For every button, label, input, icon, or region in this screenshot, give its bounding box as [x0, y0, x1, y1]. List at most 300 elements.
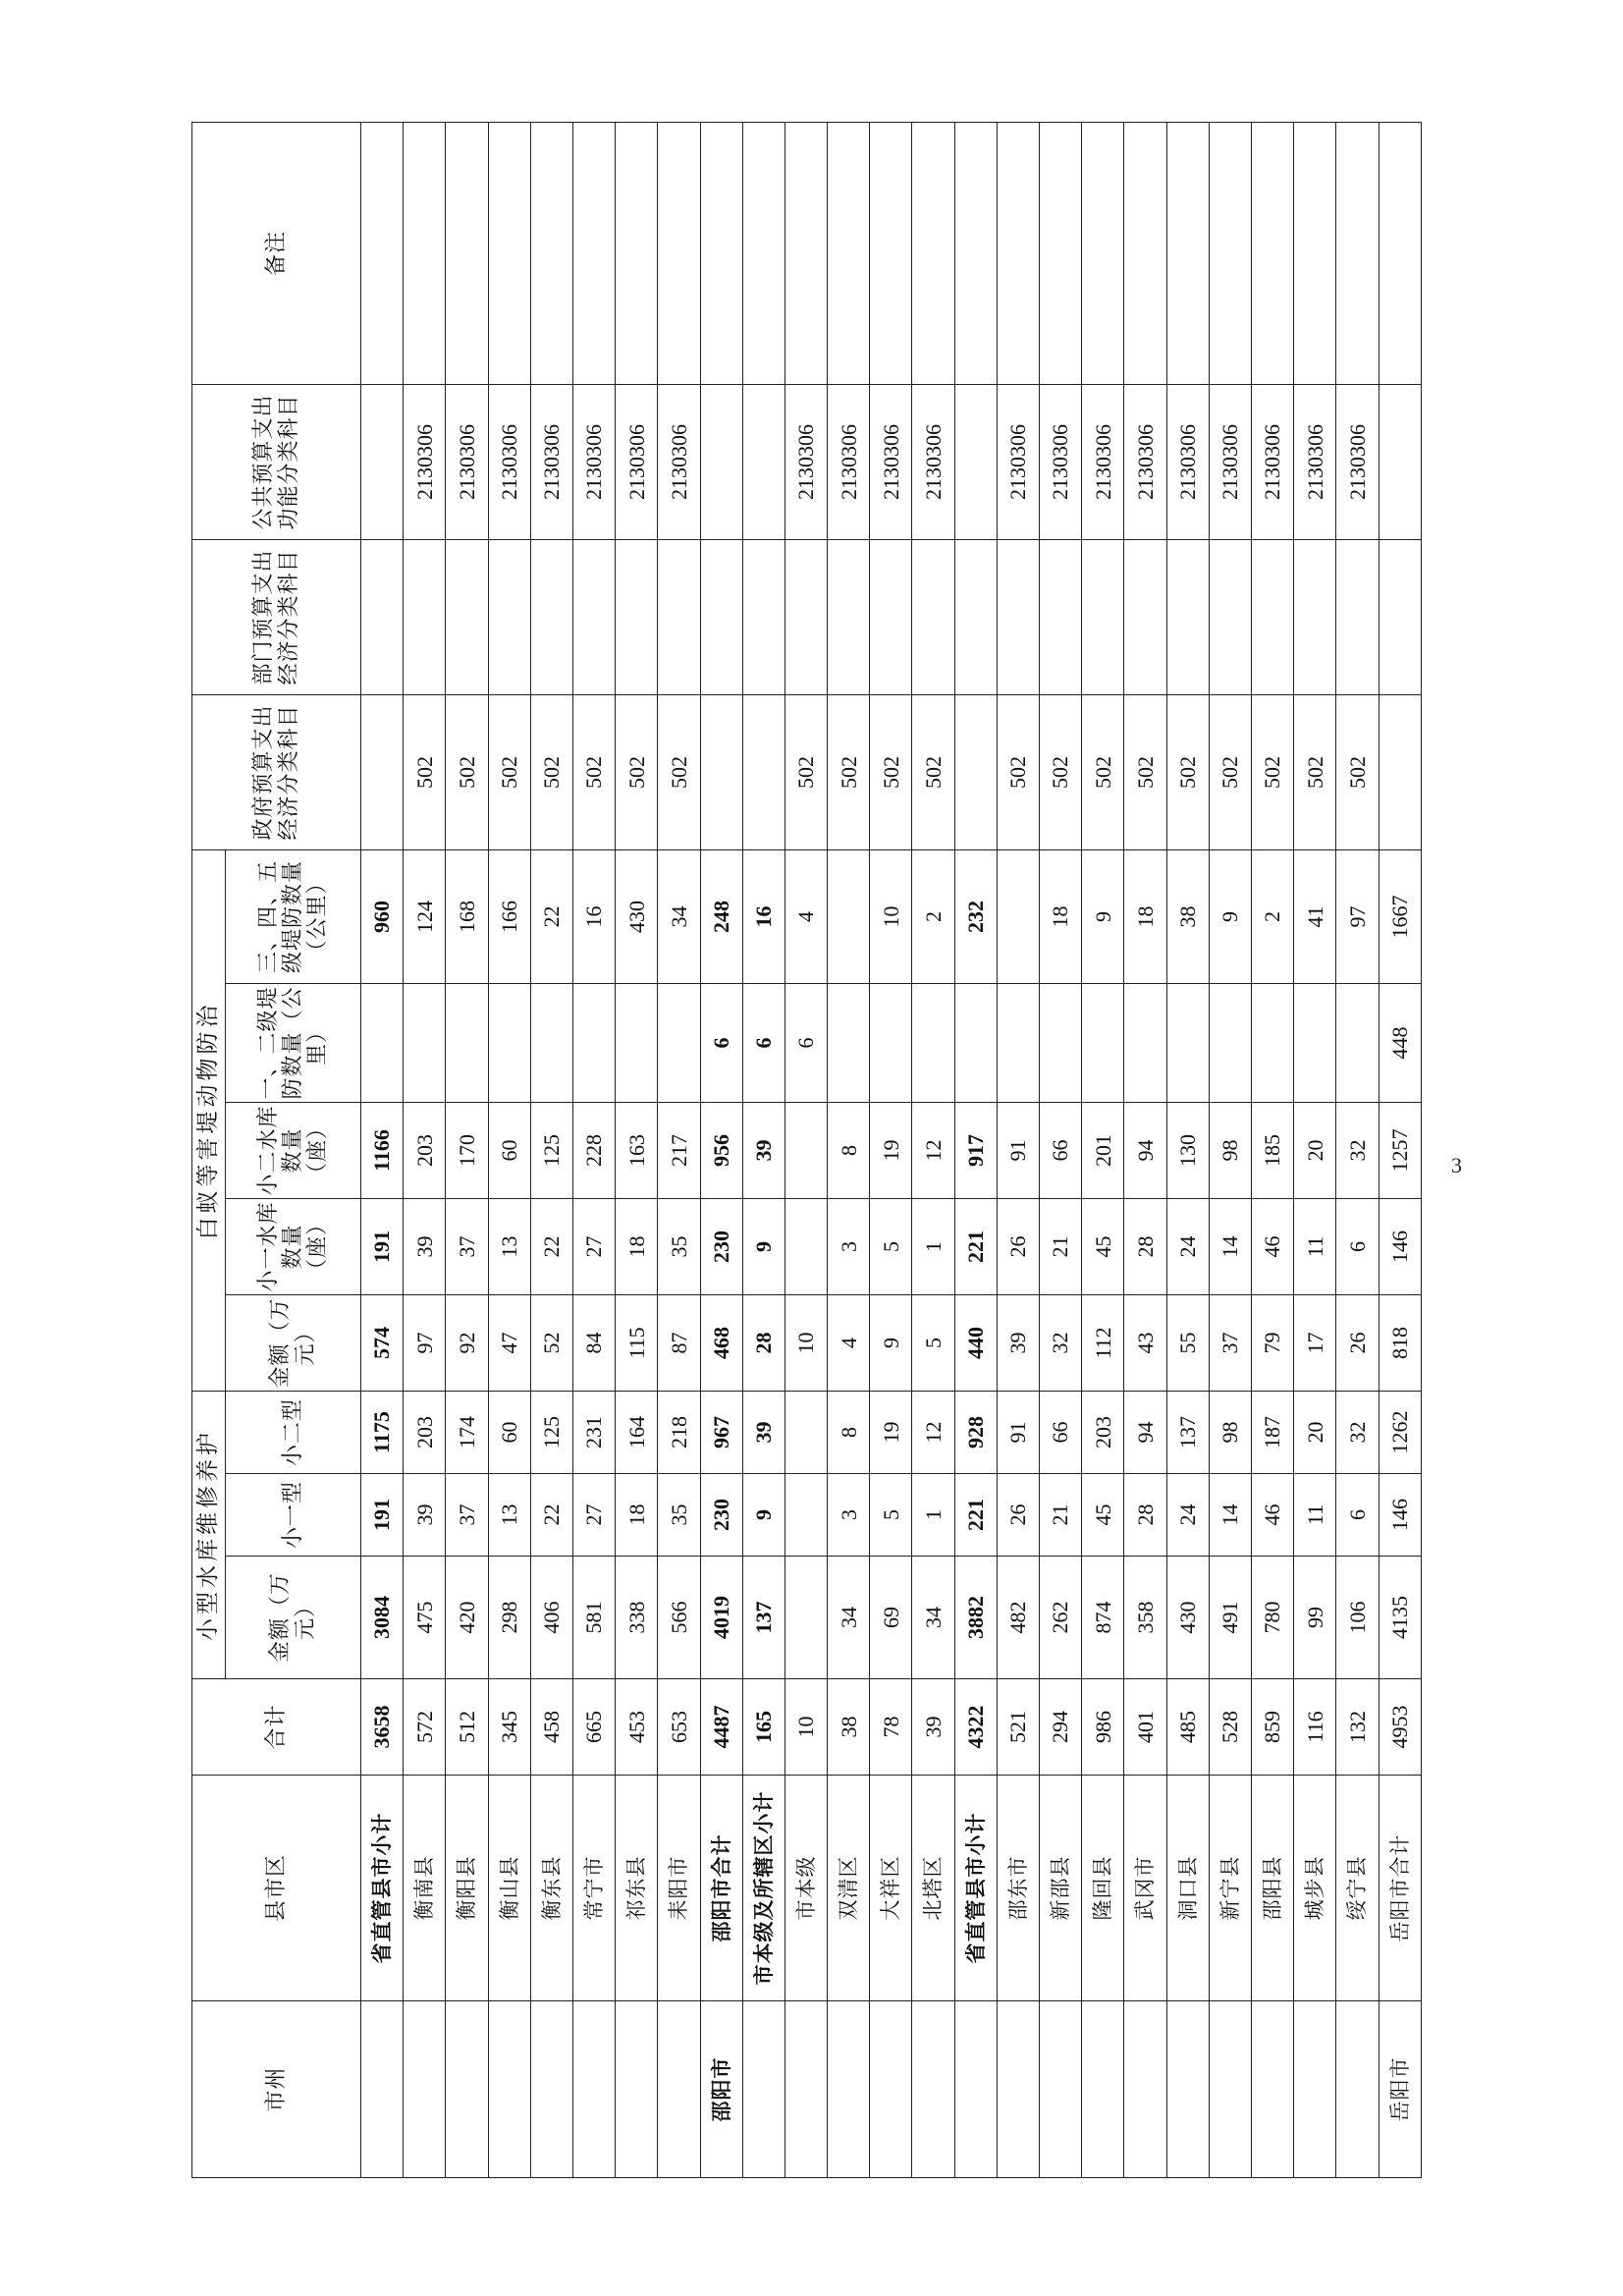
cell-g2-d345: 18: [1040, 849, 1082, 983]
cell-g2-amount: 92: [446, 1294, 488, 1391]
cell-gov: 502: [828, 694, 870, 849]
cell-g1-s2: 39: [742, 1391, 784, 1473]
cell-city: [742, 2001, 784, 2178]
cell-g2-d12: [488, 983, 530, 1102]
cell-func: 2130306: [784, 384, 827, 539]
cell-g2-amount: 87: [658, 1294, 700, 1391]
cell-g1-s1: 26: [997, 1474, 1039, 1557]
cell-remark: [742, 122, 784, 384]
cell-g2-r1: 13: [488, 1198, 530, 1294]
cell-g2-r1: 9: [742, 1198, 784, 1294]
cell-g2-r2: 130: [1166, 1102, 1209, 1198]
table-row: [572, 122, 615, 2177]
cell-g2-r2: 12: [912, 1102, 954, 1198]
cell-g2-d345: [997, 849, 1039, 983]
cell-gov: [1379, 694, 1421, 849]
cell-g2-d345: 960: [361, 849, 404, 983]
cell-g2-r2: 19: [870, 1102, 912, 1198]
cell-county: 洞口县: [1166, 1776, 1209, 2001]
table-row: [616, 122, 658, 2177]
cell-g2-r2: 91: [997, 1102, 1039, 1198]
cell-remark: [1294, 122, 1336, 384]
cell-county: 绥宁县: [1336, 1776, 1379, 2001]
cell-gov: 502: [572, 694, 615, 849]
cell-city: [828, 2001, 870, 2178]
cell-g2-d345: [828, 849, 870, 983]
cell-g1-s1: 1: [912, 1474, 954, 1557]
cell-g1-s2: [784, 1391, 827, 1473]
header-g1-small1: 小一型: [226, 1474, 361, 1557]
cell-g2-amount: 84: [572, 1294, 615, 1391]
cell-g2-r2: 39: [742, 1102, 784, 1198]
cell-g2-d345: 16: [572, 849, 615, 983]
cell-county: 衡山县: [488, 1776, 530, 2001]
cell-g1-amount: 406: [530, 1557, 572, 1679]
cell-g2-amount: 28: [742, 1294, 784, 1391]
cell-g1-amount: 491: [1209, 1557, 1251, 1679]
cell-gov: 502: [997, 694, 1039, 849]
cell-dept: [658, 539, 700, 694]
cell-remark: [530, 122, 572, 384]
cell-g2-r2: 32: [1336, 1102, 1379, 1198]
cell-g2-r1: 1: [912, 1198, 954, 1294]
cell-total: 485: [1166, 1679, 1209, 1776]
cell-county: 武冈市: [1124, 1776, 1166, 2001]
cell-total: 4953: [1379, 1679, 1421, 1776]
cell-g2-d345: 1667: [1379, 849, 1421, 983]
cell-g2-d345: 34: [658, 849, 700, 983]
cell-g2-r2: 170: [446, 1102, 488, 1198]
cell-gov: [954, 694, 997, 849]
cell-g2-d345: 232: [954, 849, 997, 983]
cell-total: 78: [870, 1679, 912, 1776]
table-row: [1251, 122, 1293, 2177]
cell-county: 祁东县: [616, 1776, 658, 2001]
cell-g2-d345: 9: [1209, 849, 1251, 983]
cell-remark: [954, 122, 997, 384]
cell-total: 132: [1336, 1679, 1379, 1776]
cell-g2-d12: [1251, 983, 1293, 1102]
cell-total: 653: [658, 1679, 700, 1776]
cell-func: 2130306: [1251, 384, 1293, 539]
cell-func: [1379, 384, 1421, 539]
table-row: [700, 122, 742, 2177]
cell-g1-s2: 125: [530, 1391, 572, 1473]
cell-g1-s1: 5: [870, 1474, 912, 1557]
cell-g2-d12: [870, 983, 912, 1102]
cell-g2-amount: 468: [700, 1294, 742, 1391]
cell-total: 294: [1040, 1679, 1082, 1776]
cell-g2-amount: 26: [1336, 1294, 1379, 1391]
cell-g2-d345: 38: [1166, 849, 1209, 983]
cell-g1-s2: 137: [1166, 1391, 1209, 1473]
cell-county: 邵阳市合计: [700, 1776, 742, 2001]
cell-gov: 502: [1209, 694, 1251, 849]
cell-total: 572: [404, 1679, 446, 1776]
cell-g2-d12: [530, 983, 572, 1102]
cell-dept: [616, 539, 658, 694]
cell-g2-d12: 6: [784, 983, 827, 1102]
cell-g1-s1: 18: [616, 1474, 658, 1557]
cell-g1-amount: 4019: [700, 1557, 742, 1679]
cell-dept: [742, 539, 784, 694]
cell-city: [997, 2001, 1039, 2178]
cell-g1-s2: 60: [488, 1391, 530, 1473]
cell-g2-r2: 203: [404, 1102, 446, 1198]
cell-g1-s1: 146: [1379, 1474, 1421, 1557]
cell-g2-d12: [954, 983, 997, 1102]
cell-g2-amount: 52: [530, 1294, 572, 1391]
cell-g1-s1: 13: [488, 1474, 530, 1557]
cell-g1-amount: 106: [1336, 1557, 1379, 1679]
cell-g2-r1: 14: [1209, 1198, 1251, 1294]
cell-g1-amount: 482: [997, 1557, 1039, 1679]
cell-dept: [1166, 539, 1209, 694]
cell-func: 2130306: [616, 384, 658, 539]
cell-g2-d12: [1209, 983, 1251, 1102]
cell-total: 116: [1294, 1679, 1336, 1776]
table-row: [1082, 122, 1124, 2177]
cell-total: 3658: [361, 1679, 404, 1776]
cell-remark: [404, 122, 446, 384]
cell-gov: 502: [1040, 694, 1082, 849]
cell-g2-amount: 17: [1294, 1294, 1336, 1391]
cell-g2-amount: 112: [1082, 1294, 1124, 1391]
cell-total: 38: [828, 1679, 870, 1776]
cell-g1-s1: 21: [1040, 1474, 1082, 1557]
cell-city: [530, 2001, 572, 2178]
cell-g2-amount: 97: [404, 1294, 446, 1391]
cell-g2-r1: 46: [1251, 1198, 1293, 1294]
table-row: [784, 122, 827, 2177]
cell-g1-s1: 45: [1082, 1474, 1124, 1557]
header-dept-econ-class: 部门预算支出经济分类科目: [192, 539, 361, 694]
header-g2-amount: 金额（万元）: [226, 1294, 361, 1391]
header-g2-dike12: 一、二级堤防数量（公里）: [226, 983, 361, 1102]
table-row: [954, 122, 997, 2177]
cell-gov: 502: [530, 694, 572, 849]
cell-remark: [1251, 122, 1293, 384]
cell-city: [446, 2001, 488, 2178]
cell-gov: 502: [488, 694, 530, 849]
cell-g2-d12: [361, 983, 404, 1102]
cell-g1-amount: 34: [912, 1557, 954, 1679]
cell-gov: [361, 694, 404, 849]
cell-g1-amount: 69: [870, 1557, 912, 1679]
cell-g1-amount: 358: [1124, 1557, 1166, 1679]
cell-dept: [446, 539, 488, 694]
cell-g2-r2: 8: [828, 1102, 870, 1198]
cell-g2-d12: [1040, 983, 1082, 1102]
cell-g2-amount: 47: [488, 1294, 530, 1391]
cell-g1-s1: 11: [1294, 1474, 1336, 1557]
table-row: [446, 122, 488, 2177]
cell-g2-r2: 228: [572, 1102, 615, 1198]
cell-dept: [784, 539, 827, 694]
header-reservoir-maintenance: 小型水库维修养护: [192, 1391, 226, 1678]
cell-remark: [1124, 122, 1166, 384]
cell-g1-s2: 1262: [1379, 1391, 1421, 1473]
cell-g2-r1: 24: [1166, 1198, 1209, 1294]
cell-g2-d12: [1082, 983, 1124, 1102]
cell-dept: [1379, 539, 1421, 694]
cell-dept: [530, 539, 572, 694]
cell-total: 345: [488, 1679, 530, 1776]
cell-g1-amount: 298: [488, 1557, 530, 1679]
cell-city: [361, 2001, 404, 2178]
cell-gov: 502: [784, 694, 827, 849]
cell-g2-amount: 4: [828, 1294, 870, 1391]
cell-gov: 502: [616, 694, 658, 849]
cell-g2-d12: [572, 983, 615, 1102]
cell-g2-r2: 125: [530, 1102, 572, 1198]
cell-func: 2130306: [1336, 384, 1379, 539]
cell-func: 2130306: [488, 384, 530, 539]
cell-county: 双清区: [828, 1776, 870, 2001]
cell-g2-amount: 9: [870, 1294, 912, 1391]
cell-remark: [572, 122, 615, 384]
cell-g2-r1: 22: [530, 1198, 572, 1294]
cell-g2-r1: 6: [1336, 1198, 1379, 1294]
cell-g1-s2: 19: [870, 1391, 912, 1473]
table-row: [1166, 122, 1209, 2177]
table-row: [658, 122, 700, 2177]
cell-city: 岳阳市: [1379, 2001, 1421, 2178]
cell-dept: [997, 539, 1039, 694]
cell-func: [361, 384, 404, 539]
cell-county: 岳阳市合计: [1379, 1776, 1421, 2001]
table-row: [1040, 122, 1082, 2177]
cell-g1-s2: 1175: [361, 1391, 404, 1473]
cell-g1-s2: 94: [1124, 1391, 1166, 1473]
cell-g2-r1: 191: [361, 1198, 404, 1294]
cell-dept: [912, 539, 954, 694]
cell-county: 常宁市: [572, 1776, 615, 2001]
cell-dept: [1336, 539, 1379, 694]
cell-g1-amount: 99: [1294, 1557, 1336, 1679]
cell-dept: [1294, 539, 1336, 694]
cell-g2-d12: [1294, 983, 1336, 1102]
cell-city: [404, 2001, 446, 2178]
cell-dept: [870, 539, 912, 694]
cell-g2-d12: [1166, 983, 1209, 1102]
cell-g1-amount: 566: [658, 1557, 700, 1679]
table-row: [1336, 122, 1379, 2177]
table-row: [404, 122, 446, 2177]
cell-city: [954, 2001, 997, 2178]
cell-g1-amount: 3084: [361, 1557, 404, 1679]
table-row: [361, 122, 404, 2177]
cell-gov: [742, 694, 784, 849]
cell-g2-r1: 221: [954, 1198, 997, 1294]
cell-dept: [700, 539, 742, 694]
cell-g2-r1: 146: [1379, 1198, 1421, 1294]
cell-g2-r1: 26: [997, 1198, 1039, 1294]
table-row: [1379, 122, 1421, 2177]
header-g1-amount: 金额（万元）: [226, 1557, 361, 1679]
cell-func: 2130306: [1124, 384, 1166, 539]
cell-gov: 502: [1294, 694, 1336, 849]
cell-g2-d12: [997, 983, 1039, 1102]
cell-g2-amount: 818: [1379, 1294, 1421, 1391]
cell-g2-r1: 5: [870, 1198, 912, 1294]
cell-g2-r1: 45: [1082, 1198, 1124, 1294]
cell-g1-s2: 928: [954, 1391, 997, 1473]
cell-dept: [361, 539, 404, 694]
cell-city: [1082, 2001, 1124, 2178]
cell-city: [1251, 2001, 1293, 2178]
cell-city: [572, 2001, 615, 2178]
cell-g2-amount: 55: [1166, 1294, 1209, 1391]
cell-g2-d345: 2: [912, 849, 954, 983]
cell-g2-r2: 201: [1082, 1102, 1124, 1198]
cell-g2-amount: 43: [1124, 1294, 1166, 1391]
cell-g1-amount: 581: [572, 1557, 615, 1679]
cell-g2-r2: 217: [658, 1102, 700, 1198]
cell-g2-d345: 248: [700, 849, 742, 983]
cell-g2-r1: 39: [404, 1198, 446, 1294]
cell-g2-d345: 9: [1082, 849, 1124, 983]
cell-g1-amount: 780: [1251, 1557, 1293, 1679]
cell-g2-r2: 917: [954, 1102, 997, 1198]
cell-city: [1336, 2001, 1379, 2178]
header-total: 合计: [192, 1679, 361, 1776]
cell-func: 2130306: [828, 384, 870, 539]
cell-g1-s1: 14: [1209, 1474, 1251, 1557]
table-row: [912, 122, 954, 2177]
cell-dept: [1040, 539, 1082, 694]
cell-total: 986: [1082, 1679, 1124, 1776]
cell-g2-d12: [1336, 983, 1379, 1102]
cell-city: [870, 2001, 912, 2178]
cell-g2-r1: [784, 1198, 827, 1294]
cell-g2-amount: 5: [912, 1294, 954, 1391]
budget-allocation-table: [191, 122, 1422, 2178]
cell-dept: [572, 539, 615, 694]
cell-county: 邵阳县: [1251, 1776, 1293, 2001]
cell-city: 邵阳市: [700, 2001, 742, 2178]
cell-city: [1166, 2001, 1209, 2178]
cell-total: 10: [784, 1679, 827, 1776]
cell-remark: [1336, 122, 1379, 384]
cell-county: 省直管县市小计: [361, 1776, 404, 2001]
header-g2-res1: 小一水库数量（座）: [226, 1198, 361, 1294]
cell-func: 2130306: [404, 384, 446, 539]
cell-city: [1294, 2001, 1336, 2178]
cell-func: 2130306: [572, 384, 615, 539]
cell-g1-s2: 203: [404, 1391, 446, 1473]
cell-g2-r2: 185: [1251, 1102, 1293, 1198]
header-function-class: 公共预算支出功能分类科目: [192, 384, 361, 539]
cell-total: 859: [1251, 1679, 1293, 1776]
cell-g2-r2: 66: [1040, 1102, 1082, 1198]
cell-g2-d345: 97: [1336, 849, 1379, 983]
cell-func: 2130306: [870, 384, 912, 539]
header-g1-small2: 小二型: [226, 1391, 361, 1473]
cell-gov: 502: [1166, 694, 1209, 849]
cell-g2-r2: 94: [1124, 1102, 1166, 1198]
cell-func: 2130306: [530, 384, 572, 539]
cell-g2-d345: 16: [742, 849, 784, 983]
cell-func: 2130306: [1166, 384, 1209, 539]
cell-g2-d12: [1124, 983, 1166, 1102]
table-row: [742, 122, 784, 2177]
cell-total: 528: [1209, 1679, 1251, 1776]
cell-city: [1124, 2001, 1166, 2178]
cell-gov: 502: [870, 694, 912, 849]
cell-g1-s2: 8: [828, 1391, 870, 1473]
cell-gov: 502: [658, 694, 700, 849]
cell-g1-s1: 24: [1166, 1474, 1209, 1557]
table-row: [870, 122, 912, 2177]
cell-g2-r1: 27: [572, 1198, 615, 1294]
cell-gov: 502: [1336, 694, 1379, 849]
cell-total: 458: [530, 1679, 572, 1776]
cell-city: [488, 2001, 530, 2178]
header-termite-control: 白蚁等害堤动物防治: [192, 849, 226, 1391]
cell-g2-r1: 28: [1124, 1198, 1166, 1294]
cell-county: 衡南县: [404, 1776, 446, 2001]
cell-city: [616, 2001, 658, 2178]
cell-g2-d12: 6: [700, 983, 742, 1102]
cell-remark: [658, 122, 700, 384]
cell-g2-r2: [784, 1102, 827, 1198]
header-g2-dike345: 三、四、五级堤防数量（公里）: [226, 849, 361, 983]
cell-g2-amount: 440: [954, 1294, 997, 1391]
cell-g2-amount: 39: [997, 1294, 1039, 1391]
cell-g2-d345: 166: [488, 849, 530, 983]
cell-remark: [828, 122, 870, 384]
cell-county: 市本级: [784, 1776, 827, 2001]
cell-gov: 502: [912, 694, 954, 849]
cell-g2-d12: [828, 983, 870, 1102]
cell-g2-r2: 60: [488, 1102, 530, 1198]
cell-gov: 502: [1251, 694, 1293, 849]
cell-func: 2130306: [1040, 384, 1082, 539]
header-gov-econ-class: 政府预算支出经济分类科目: [192, 694, 361, 849]
cell-g2-d345: 10: [870, 849, 912, 983]
cell-dept: [488, 539, 530, 694]
cell-g2-r2: 20: [1294, 1102, 1336, 1198]
cell-g1-amount: 430: [1166, 1557, 1209, 1679]
header-remark: 备注: [192, 122, 361, 384]
cell-g1-amount: [784, 1557, 827, 1679]
table-row: [1209, 122, 1251, 2177]
cell-remark: [870, 122, 912, 384]
cell-g2-r2: 98: [1209, 1102, 1251, 1198]
cell-g1-s1: 230: [700, 1474, 742, 1557]
cell-func: 2130306: [1294, 384, 1336, 539]
cell-city: [912, 2001, 954, 2178]
cell-g2-r1: 11: [1294, 1198, 1336, 1294]
table-row: [997, 122, 1039, 2177]
cell-g2-amount: 32: [1040, 1294, 1082, 1391]
cell-g1-s1: 35: [658, 1474, 700, 1557]
cell-func: 2130306: [658, 384, 700, 539]
cell-county: 市本级及所辖区小计: [742, 1776, 784, 2001]
cell-gov: 502: [446, 694, 488, 849]
cell-county: 衡阳县: [446, 1776, 488, 2001]
cell-g1-amount: 874: [1082, 1557, 1124, 1679]
cell-total: 665: [572, 1679, 615, 1776]
cell-gov: 502: [1124, 694, 1166, 849]
cell-g1-amount: 475: [404, 1557, 446, 1679]
cell-gov: [700, 694, 742, 849]
cell-g2-d12: [912, 983, 954, 1102]
cell-county: 隆回县: [1082, 1776, 1124, 2001]
cell-g2-amount: 10: [784, 1294, 827, 1391]
cell-g1-s2: 164: [616, 1391, 658, 1473]
